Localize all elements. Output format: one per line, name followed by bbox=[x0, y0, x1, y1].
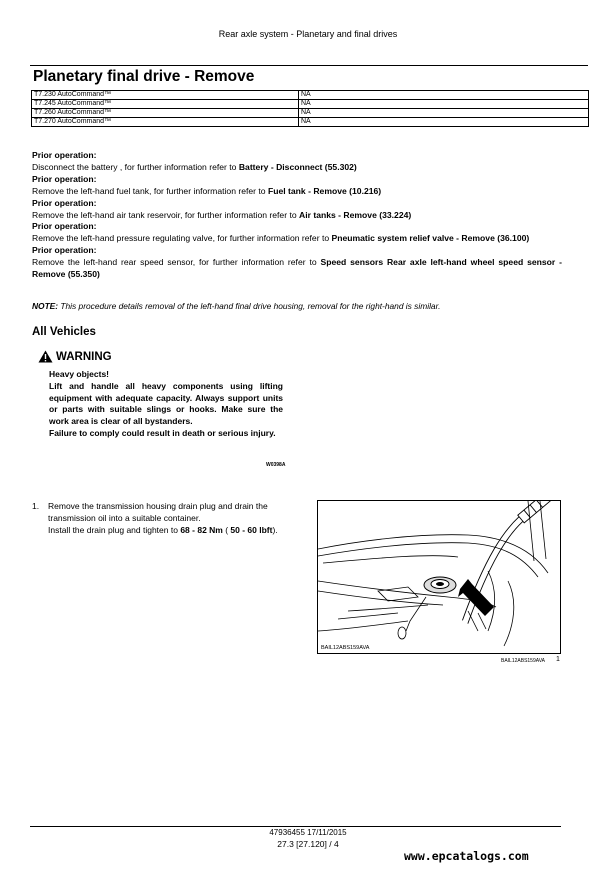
cross-reference-link[interactable]: Air tanks - Remove (33.224) bbox=[299, 209, 412, 220]
step-text: ). bbox=[272, 525, 278, 535]
warning-line: Lift and handle all heavy components using lifting equipment with adequate capacity. Always support units or parts with suitable slings or hooks. Make sure the work area is clear of all bystanders. bbox=[49, 380, 283, 427]
cross-reference-link[interactable]: Pneumatic system relief valve - Remove (36.100) bbox=[331, 233, 530, 244]
note bbox=[32, 301, 562, 311]
prior-operation-text bbox=[32, 162, 562, 174]
table-row bbox=[32, 100, 589, 109]
step-text: Install the drain plug and tighten to bbox=[48, 525, 181, 535]
value-cell: NA bbox=[299, 100, 589, 109]
note-text: This procedure details removal of the left-hand final drive housing, removal for the right-hand is similar. bbox=[58, 301, 441, 311]
prior-operation-label: Prior operation: bbox=[32, 197, 97, 208]
model-cell: T7.260 AutoCommand™ bbox=[32, 109, 299, 118]
figure-number: 1 bbox=[556, 656, 560, 663]
prior-operation-body: Remove the left-hand rear speed sensor, for further information refer to bbox=[32, 257, 321, 268]
torque-value: 68 - 82 Nm bbox=[180, 525, 223, 535]
warning-code: W0398A bbox=[266, 462, 286, 468]
section-heading: All Vehicles bbox=[32, 326, 96, 338]
model-cell: T7.230 AutoCommand™ bbox=[32, 91, 299, 100]
warning-triangle-icon bbox=[38, 350, 53, 363]
watermark: www.epcatalogs.com bbox=[404, 849, 529, 863]
warning-title: WARNING bbox=[56, 350, 112, 363]
footer-rule bbox=[30, 826, 561, 827]
prior-operation-label: Prior operation: bbox=[32, 221, 97, 232]
figure-image-code: BAIL12ABS159AVA bbox=[321, 645, 370, 651]
prior-operation-text bbox=[32, 233, 562, 245]
step-torque-instruction bbox=[48, 524, 298, 536]
prior-operation-text bbox=[32, 257, 562, 281]
footer-page-number: 27.3 [27.120] / 4 bbox=[277, 839, 339, 849]
prior-operation-label: Prior operation: bbox=[32, 150, 97, 160]
drain-plug-illustration bbox=[318, 501, 561, 654]
note-label: NOTE: bbox=[32, 301, 59, 311]
cross-reference-link[interactable]: Battery - Disconnect (55.302) bbox=[238, 161, 357, 172]
figure-drain-plug bbox=[317, 500, 561, 654]
step-number: 1. bbox=[32, 501, 40, 511]
warning-text bbox=[49, 369, 283, 440]
prior-operation-body: Remove the left-hand fuel tank, for further information refer to bbox=[32, 185, 268, 196]
model-cell: T7.245 AutoCommand™ bbox=[32, 100, 299, 109]
warning-header bbox=[38, 350, 112, 363]
running-header: Rear axle system - Planetary and final drives bbox=[218, 29, 398, 39]
prior-operation-label: Prior operation: bbox=[32, 245, 97, 256]
cross-reference-link[interactable]: Fuel tank - Remove (10.216) bbox=[267, 185, 382, 196]
step-body bbox=[48, 500, 298, 536]
prior-operation-body: Remove the left-hand pressure regulating valve, for further information refer to bbox=[32, 233, 332, 244]
table-row bbox=[32, 118, 589, 127]
prior-operation-text bbox=[32, 186, 562, 198]
prior-operation-text bbox=[32, 210, 562, 222]
step-text: ( bbox=[222, 525, 231, 535]
model-applicability-table bbox=[31, 90, 589, 127]
step-instruction: Remove the transmission housing drain plug and drain the transmission oil into a suitable container. bbox=[48, 501, 268, 523]
value-cell: NA bbox=[299, 91, 589, 100]
prior-operation-label: Prior operation: bbox=[32, 173, 97, 184]
value-cell: NA bbox=[299, 109, 589, 118]
cross-reference-link[interactable]: Speed sensors Rear axle left-hand wheel speed sensor - Remove (55.350) bbox=[32, 257, 562, 280]
prior-operation-body: Disconnect the battery , for further information refer to bbox=[32, 161, 239, 172]
table-row bbox=[32, 91, 589, 100]
title-rule bbox=[30, 65, 588, 66]
figure-reference-code: BAIL12ABS159AVA bbox=[501, 658, 546, 664]
page-title: Planetary final drive - Remove bbox=[33, 68, 255, 85]
prior-operation-body: Remove the left-hand air tank reservoir, for further information refer to bbox=[32, 209, 300, 220]
prior-operations bbox=[32, 150, 562, 281]
model-cell: T7.270 AutoCommand™ bbox=[32, 118, 299, 127]
warning-line: Heavy objects! bbox=[49, 369, 109, 379]
torque-imperial-value: 50 - 60 lbft bbox=[230, 525, 273, 535]
table-row bbox=[32, 109, 589, 118]
footer-document-id: 47936455 17/11/2015 bbox=[269, 828, 347, 837]
value-cell: NA bbox=[299, 118, 589, 127]
warning-line: Failure to comply could result in death or serious injury. bbox=[49, 427, 276, 438]
